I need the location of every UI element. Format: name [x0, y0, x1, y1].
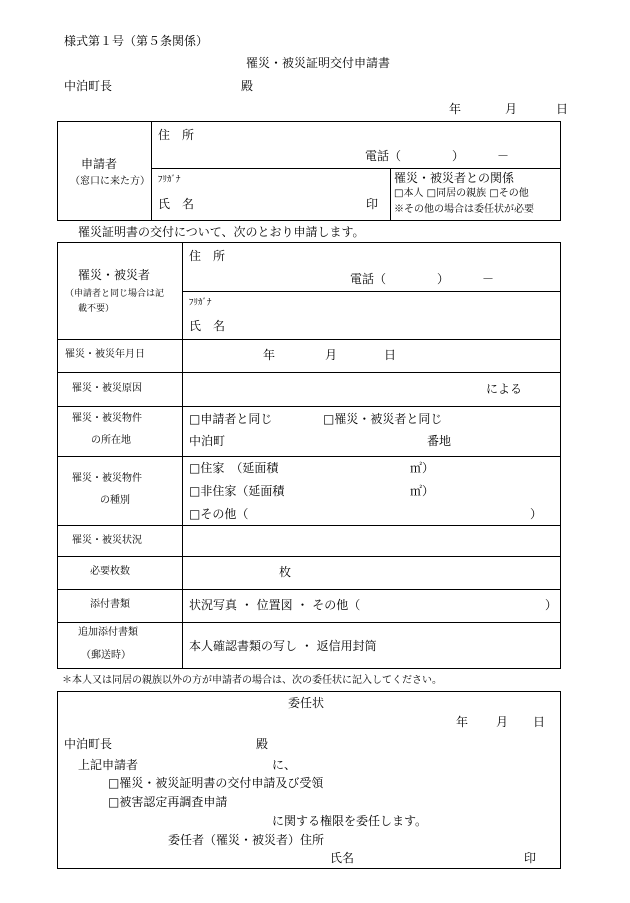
victim-label: 罹災・被災者: [78, 268, 151, 282]
type-nonhouse-unit: ㎡）: [410, 484, 435, 498]
copies-label: 必要枚数: [90, 566, 130, 577]
proxy-seal: 印: [524, 851, 537, 865]
proxy-line1-suffix: に、: [272, 758, 297, 772]
cause-suffix: による: [486, 382, 523, 396]
relation-options[interactable]: □本人 □同居の親族 □その他: [394, 188, 529, 199]
attach-label: 添付書類: [90, 599, 130, 610]
victim-phone-close: ）: [437, 272, 450, 286]
proxy-honorific: 殿: [256, 737, 269, 751]
form-number: 様式第１号（第５条関係）: [64, 34, 209, 48]
victim-furigana: ﾌﾘｶﾞﾅ: [189, 298, 212, 308]
cause-label: 罹災・被災原因: [72, 383, 142, 394]
proxy-month: 月: [496, 715, 509, 729]
type-other-close: ）: [530, 507, 543, 521]
copies-unit: 枚: [279, 565, 292, 579]
applicant-phone-label[interactable]: 電話（: [365, 149, 402, 163]
extra-label-2: （郵送時）: [81, 650, 131, 661]
applicant-note: （窓口に来た方）: [70, 176, 150, 187]
notice: ＊本人又は同居の親族以外の方が申請者の場合は、次の委任状に記入してください。: [62, 675, 442, 686]
location-same-victim[interactable]: □罹災・被災者と同じ: [323, 412, 443, 426]
statement: 罹災証明書の交付について、次のとおり申請します。: [78, 225, 365, 239]
applicant-phone-dash: －: [497, 149, 510, 163]
date-month: 月: [505, 102, 518, 116]
victim-phone-label[interactable]: 電話（: [350, 272, 387, 286]
damage-date-day: 日: [384, 348, 397, 362]
honorific: 殿: [241, 79, 254, 93]
location-banchi: 番地: [427, 434, 452, 448]
type-house[interactable]: □住家 （延面積: [189, 461, 279, 475]
applicant-label: 申請者: [81, 157, 118, 171]
status-label: 罹災・被災状況: [72, 535, 142, 546]
extra-label-1: 追加添付書類: [78, 627, 138, 638]
applicant-name-label: 氏 名: [158, 197, 195, 211]
type-nonhouse[interactable]: □非住家（延面積: [189, 484, 285, 498]
proxy-day: 日: [533, 715, 546, 729]
date-year: 年: [449, 102, 462, 116]
proxy-delegator: 委任者（罹災・被災者）住所: [168, 833, 325, 847]
form-title: 罹災・被災証明交付申請書: [246, 56, 391, 70]
victim-note-2: 載不要）: [78, 304, 115, 314]
relation-title: 罹災・被災者との関係: [394, 171, 515, 185]
proxy-option-2[interactable]: □被害認定再調査申請: [108, 795, 228, 809]
location-label-1: 罹災・被災物件: [72, 413, 142, 424]
applicant-phone-close: ）: [452, 149, 465, 163]
victim-phone-dash: －: [482, 272, 495, 286]
location-label-2: の所在地: [91, 435, 131, 446]
extra-value: 本人確認書類の写し ・ 返信用封筒: [189, 639, 377, 653]
proxy-delegation: に関する権限を委任します。: [272, 814, 428, 828]
type-label-1: 罹災・被災物件: [72, 473, 142, 484]
proxy-title: 委任状: [288, 696, 325, 710]
proxy-line1: 上記申請者: [78, 758, 139, 772]
proxy-name-label: 氏名: [330, 851, 355, 865]
location-same-applicant[interactable]: □申請者と同じ: [189, 412, 273, 426]
damage-date-month: 月: [325, 348, 338, 362]
type-label-2: の種別: [100, 495, 130, 506]
applicant-furigana: ﾌﾘｶﾞﾅ: [158, 175, 181, 185]
attach-close: ）: [545, 598, 558, 612]
proxy-option-1[interactable]: □罹災・被災証明書の交付申請及び受領: [108, 776, 324, 790]
relation-note: ※その他の場合は委任状が必要: [394, 204, 534, 215]
applicant-seal: 印: [366, 197, 379, 211]
applicant-address-label: 住 所: [158, 128, 195, 142]
addressee: 中泊町長: [64, 79, 113, 93]
victim-name-label: 氏 名: [189, 319, 226, 333]
date-day: 日: [556, 102, 569, 116]
victim-address-label: 住 所: [189, 249, 226, 263]
type-other[interactable]: □その他（: [189, 507, 249, 521]
location-town: 中泊町: [189, 434, 226, 448]
attach-value: 状況写真 ・ 位置図 ・ その他（: [189, 598, 361, 612]
proxy-addressee: 中泊町長: [64, 737, 113, 751]
damage-date-year: 年: [263, 348, 276, 362]
type-house-unit: ㎡）: [410, 461, 435, 475]
damage-date-label: 罹災・被災年月日: [65, 349, 145, 360]
proxy-year: 年: [456, 715, 469, 729]
victim-note-1: （申請者と同じ場合は記: [65, 289, 165, 299]
